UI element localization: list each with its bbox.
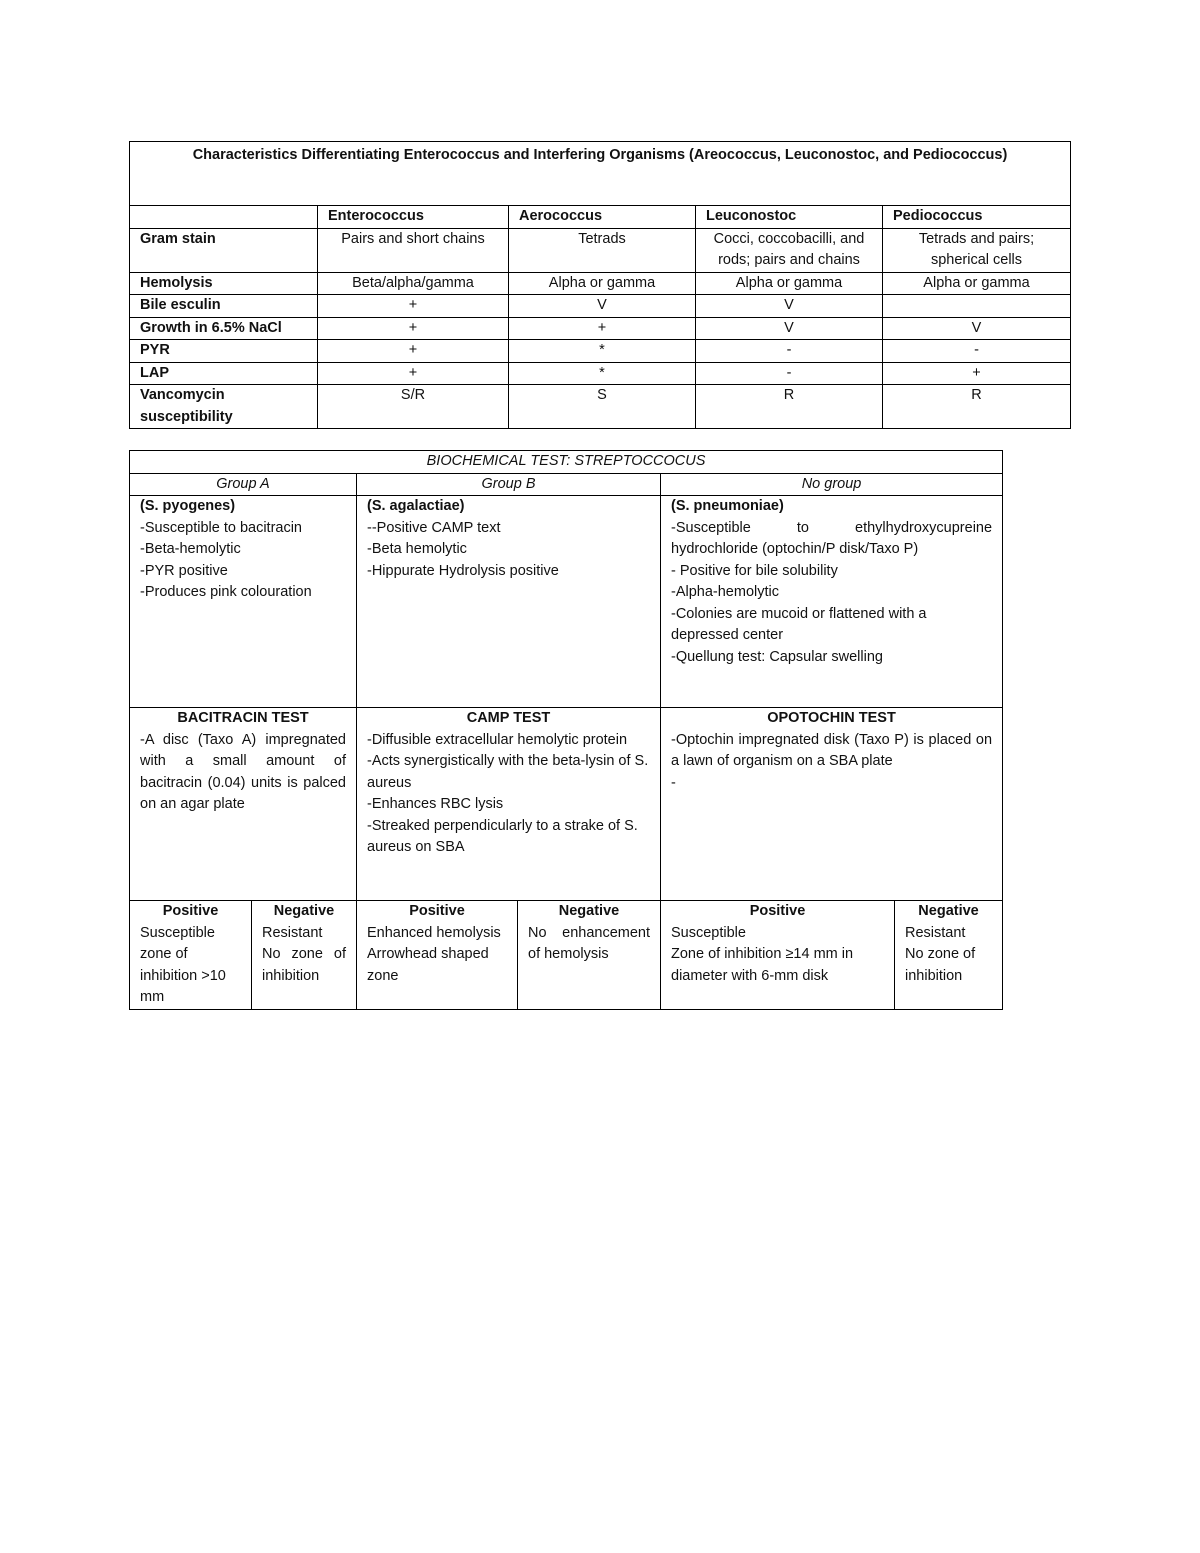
list-item: -Beta-hemolytic: [140, 541, 241, 557]
table-cell: Tetrads: [509, 228, 696, 272]
result-label: Negative: [273, 903, 335, 919]
organism-row: [130, 496, 1003, 708]
list-item: -Acts synergistically with the beta-lysin of S. aureus: [367, 753, 649, 791]
table-cell: *: [509, 362, 696, 385]
table-row: [130, 340, 1071, 363]
list-item: No enhancement of hemolysis: [528, 924, 650, 962]
list-item: Susceptible: [671, 924, 746, 941]
test-name: OPOTOCHIN TEST: [767, 710, 896, 726]
table-cell: Beta/alpha/gamma: [318, 272, 509, 295]
table-cell: -: [696, 340, 883, 363]
result-label: Positive: [409, 903, 465, 919]
table-row: [130, 385, 1071, 429]
table-cell: +: [509, 317, 696, 340]
test-name: CAMP TEST: [466, 710, 551, 726]
table2-title: BIOCHEMICAL TEST: STREPTOCCOCUS: [130, 451, 1003, 474]
organism-name: (S. pneumoniae): [671, 498, 784, 514]
table-cell: R: [696, 385, 883, 429]
group-header-row: [130, 473, 1003, 496]
table1-header-cell: Enterococcus: [318, 206, 509, 229]
organism-name: (S. agalactiae): [367, 498, 465, 514]
result-row: [130, 901, 1003, 1010]
list-item: -Susceptible to bacitracin: [140, 519, 302, 536]
organism-cell: [130, 496, 357, 708]
table-cell: Alpha or gamma: [883, 272, 1071, 295]
row-label: Growth in 6.5% NaCl: [130, 317, 318, 340]
table-cell: +: [318, 295, 509, 318]
list-item: -Optochin impregnated disk (Taxo P) is placed on a lawn of organism on a SBA plate: [671, 731, 993, 769]
table-cell: +: [318, 362, 509, 385]
table-cell: V: [696, 295, 883, 318]
table1-header-cell: [130, 206, 318, 229]
list-item: -Alpha-hemolytic: [671, 584, 779, 600]
enterococcus-characteristics-table: [129, 141, 1071, 429]
result-cell: [252, 901, 357, 1010]
group-header: Group B: [357, 473, 661, 496]
table-cell: +: [318, 317, 509, 340]
table-cell: Pairs and short chains: [318, 228, 509, 272]
list-item: Resistant: [262, 924, 323, 941]
table-cell: +: [883, 362, 1071, 385]
list-item: -Quellung test: Capsular swelling: [671, 648, 883, 665]
list-item: -Streaked perpendicularly to a strake of S. aureus on SBA: [367, 817, 638, 855]
list-item: --Positive CAMP text: [367, 519, 501, 536]
table-cell: *: [509, 340, 696, 363]
organism-cell: [661, 496, 1003, 708]
organism-cell: [357, 496, 661, 708]
result-cell: [518, 901, 661, 1010]
list-item: - Positive for bile solubility: [671, 562, 838, 579]
result-cell: [661, 901, 895, 1010]
test-cell: [130, 708, 357, 901]
list-item: -A disc (Taxo A) impregnated with a small amount of bacitracin (0.04) units is palced on an agar plate: [140, 731, 346, 812]
list-item: Susceptible zone of inhibition >10 mm: [140, 924, 226, 1005]
row-label: PYR: [130, 340, 318, 363]
table1-title-row: [130, 142, 1071, 206]
row-label: LAP: [130, 362, 318, 385]
table-cell: Tetrads and pairs; spherical cells: [883, 228, 1071, 272]
list-item: -Colonies are mucoid or flattened with a depressed center: [671, 605, 927, 643]
row-label: Bile esculin: [130, 295, 318, 318]
list-item: -PYR positive: [140, 562, 228, 579]
row-label: Vancomycin susceptibility: [130, 385, 318, 429]
row-label: Gram stain: [130, 228, 318, 272]
table-row: [130, 295, 1071, 318]
table-cell: Cocci, coccobacilli, and rods; pairs and chains: [696, 228, 883, 272]
table1-header-cell: Leuconostoc: [696, 206, 883, 229]
table-cell: -: [883, 340, 1071, 363]
list-item: -Hippurate Hydrolysis positive: [367, 562, 559, 579]
result-label: Positive: [749, 903, 806, 919]
group-header: No group: [661, 473, 1003, 496]
result-cell: [130, 901, 252, 1010]
result-label: Positive: [162, 903, 219, 919]
group-header: Group A: [130, 473, 357, 496]
row-label: Hemolysis: [130, 272, 318, 295]
table-row: [130, 272, 1071, 295]
result-cell: [357, 901, 518, 1010]
list-item: -Diffusible extracellular hemolytic protein: [367, 731, 628, 748]
table1-header-cell: Aerococcus: [509, 206, 696, 229]
table-cell: V: [883, 317, 1071, 340]
table1-header-row: [130, 206, 1071, 229]
table2-title-row: [130, 451, 1003, 474]
list-item: Resistant: [905, 924, 966, 941]
list-item: -Susceptible to ethylhydroxycupreine hydrochloride (optochin/P disk/Taxo P): [671, 519, 993, 557]
result-cell: [895, 901, 1003, 1010]
test-cell: [661, 708, 1003, 901]
table-cell: V: [509, 295, 696, 318]
test-row: [130, 708, 1003, 901]
organism-name: (S. pyogenes): [140, 498, 236, 514]
table-cell: S: [509, 385, 696, 429]
table-cell: [883, 295, 1071, 318]
streptococcus-biochemical-table: [129, 450, 1003, 1010]
list-item: No zone of inhibition: [905, 946, 976, 984]
result-label: Negative: [918, 903, 979, 919]
list-item: Zone of inhibition ≥14 mm in diameter with 6-mm disk: [671, 946, 854, 984]
list-item: Arrowhead shaped zone: [367, 946, 489, 984]
table-cell: Alpha or gamma: [509, 272, 696, 295]
table-cell: V: [696, 317, 883, 340]
list-item: -: [671, 774, 676, 791]
list-item: -Produces pink colouration: [140, 584, 312, 600]
table-cell: S/R: [318, 385, 509, 429]
test-cell: [357, 708, 661, 901]
table-cell: R: [883, 385, 1071, 429]
list-item: No zone of inhibition: [262, 946, 346, 984]
list-item: Enhanced hemolysis: [367, 924, 501, 941]
list-item: -Beta hemolytic: [367, 541, 467, 557]
list-item: -Enhances RBC lysis: [367, 796, 504, 812]
table1-header-cell: Pediococcus: [883, 206, 1071, 229]
table-row: [130, 362, 1071, 385]
table-row: [130, 317, 1071, 340]
result-label: Negative: [558, 903, 620, 919]
test-name: BACITRACIN TEST: [177, 710, 309, 726]
table-cell: -: [696, 362, 883, 385]
table-row: [130, 228, 1071, 272]
table1-title: Characteristics Differentiating Enterococcus and Interfering Organisms (Areococcus, Leuconostoc, and Pediococcus): [130, 142, 1071, 206]
table-cell: +: [318, 340, 509, 363]
table-cell: Alpha or gamma: [696, 272, 883, 295]
